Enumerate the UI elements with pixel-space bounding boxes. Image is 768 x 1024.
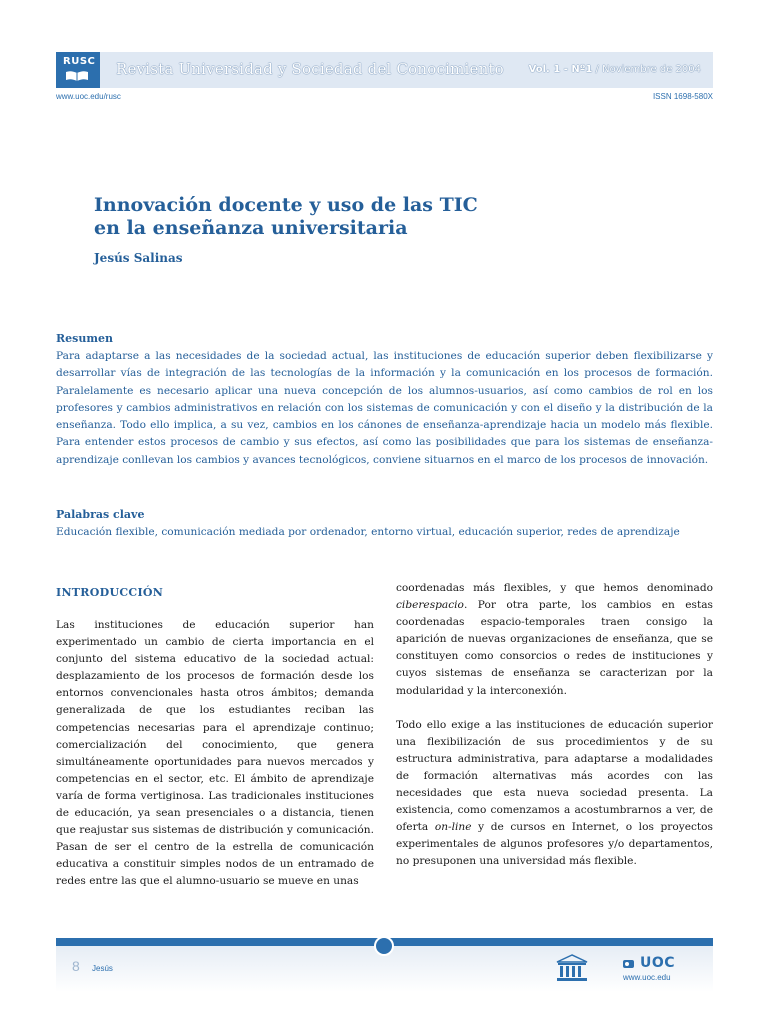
issn: ISSN 1698-580X	[652, 92, 713, 101]
uoc-logo-icon	[622, 955, 640, 973]
emphasis: on-line	[434, 821, 472, 834]
abstract-label: Resumen	[56, 332, 113, 345]
book-icon	[65, 70, 89, 81]
text-run: . Por otra parte, los cambios en estas coordenadas espacio-temporales traen consigo la aparición de nuevas organizaciones de enseñanza, que se constituyen como consorcios o redes de instituciones y cuyos sistemas de enseñanza se caracterizan por la modularidad y la interconexión.	[396, 599, 713, 697]
footer-dot	[374, 936, 394, 956]
paragraph	[396, 717, 713, 871]
issue-volume: Vol. 1 - Nº1	[528, 64, 593, 75]
logo-text: RUSC	[63, 56, 96, 67]
uoc-logo-text: UOC	[640, 955, 676, 971]
body-column-right	[396, 580, 713, 888]
section-heading: INTRODUCCIÓN	[56, 586, 164, 599]
text-run: coordenadas más flexibles, y que hemos denominado	[396, 582, 713, 594]
abstract-text: Para adaptarse a las necesidades de la sociedad actual, las instituciones de educación superior deben flexibilizarse y desarrollar vías de integración de las tecnologías de la información y la comunicación en los procesos de formación. Paralelamente es necesario aplicar una nueva concepción de los alumnos-usuarios, así como cambios de rol en los profesores y cambios administrativos en relación con los sistemas de comunicación y con el diseño y la distribución de la enseñanza. Todo ello implica, a su vez, cambios en los cánones de enseñanza-aprendizaje hacia un modelo más flexible. Para entender estos procesos de cambio y sus efectos, así como las posibilidades que para los sistemas de enseñanza-aprendizaje conllevan los cambios y avances tecnológicos, conviene situarnos en el marco de los procesos de innovación.	[56, 350, 713, 466]
issue-date: / Noviembre de 2004	[592, 64, 701, 75]
footer-author: Jesús	[92, 964, 113, 973]
paragraph: Las instituciones de educación superior han experimentado un cambio de cierta importancia en el conjunto del sistema educativo de la sociedad actual: desplazamiento de los procesos de formación desde los entornos convencionales hasta otros ámbitos; demanda generalizada de que los estudiantes reciban las competencias necesarias para el aprendizaje continuo; comercialización del conocimiento, que genera simultáneamente oportunidades para nuevos mercados y competencias en el sector, etc. El ámbito de aprendizaje varía de forma vertiginosa. Las tradicionales instituciones de educación, ya sean presenciales o a distancia, tienen que reajustar sus sistemas de distribución y comunicación. Pasan de ser el centro de la estrella de comunicación educativa a constituir simples nodos de un entramado de redes entre las que el alumno-usuario se mueve en unas	[56, 619, 374, 888]
keywords-label: Palabras clave	[56, 508, 145, 521]
journal-logo	[56, 52, 100, 88]
journal-url[interactable]: www.uoc.edu/rusc	[56, 92, 121, 101]
keywords-text: Educación flexible, comunicación mediada por ordenador, entorno virtual, educación superior, redes de aprendizaje	[56, 526, 680, 538]
title-line-2: en la enseñanza universitaria	[94, 217, 408, 239]
masthead	[56, 52, 713, 88]
unesco-temple-icon	[555, 954, 589, 982]
emphasis: ciberespacio	[396, 599, 464, 612]
title-line-1: Innovación docente y uso de las TIC	[94, 194, 478, 216]
text-run: Todo ello exige a las instituciones de educación superior una flexibilización de sus procedimientos y de su estructura administrativa, para adaptarse a modalidades de formación alternativas más acordes con las necesidades que esta nueva sociedad presenta. La existencia, como comenzamos a acostumbrarnos a ver, de oferta	[396, 718, 713, 834]
page-number: 8	[72, 958, 80, 974]
uoc-url[interactable]: www.uoc.edu	[623, 973, 671, 982]
text-run: y de cursos en Internet, o los proyectos experimentales de algunos profesores y/o departamentos, no presuponen una universidad más flexible.	[396, 821, 713, 868]
issue-info	[529, 64, 701, 75]
article-title	[94, 194, 654, 240]
journal-title: Revista Universidad y Sociedad del Conocimiento	[116, 60, 504, 78]
paragraph	[396, 580, 713, 700]
article-author: Jesús Salinas	[94, 251, 183, 265]
body-column-left	[56, 617, 374, 908]
